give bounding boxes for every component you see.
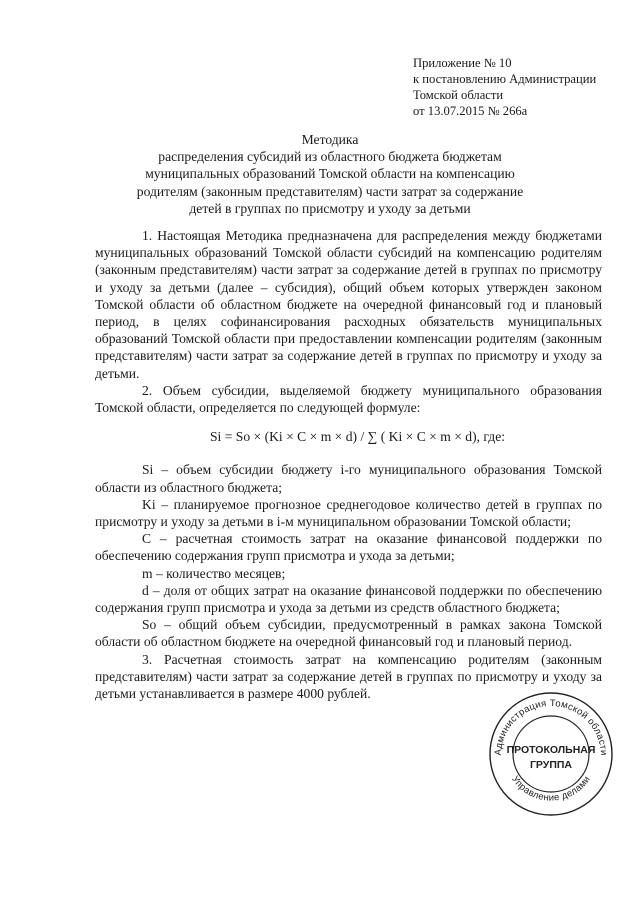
document-body [95, 227, 602, 702]
definition-c: С – расчетная стоимость затрат на оказание финансовой поддержки по обеспечению содержания групп присмотра и ухода за детьми; [95, 531, 602, 564]
definition-m: m – количество месяцев; [142, 565, 286, 581]
paragraph-2: 2. Объем субсидии, выделяемой бюджету муниципального образования Томской области, определяется по следующей формуле: [95, 382, 602, 416]
formula: Si = So × (Ki × C × m × d) / ∑ ( Ki × C × m × d), где: [209, 429, 506, 445]
title-line-2: распределения субсидий из областного бюджета бюджетам [158, 149, 502, 165]
annex-line-3: Томской области [413, 88, 504, 102]
stamp-ring-text: Администрация Томской области [492, 697, 610, 756]
paragraph-1: 1. Настоящая Методика предназначена для распределения между бюджетами муниципальных образований Томской области субсидий на компенсацию родителям (законным представителям) части затрат за содержание детей в группах по присмотру и уходу за детьми (далее – субсидия), общий объем которых утвержден законом Томской области об областном бюджете на очередной финансовый год и плановый период, в целях софинансирования расходных обязательств муниципальных образований Томской области при предоставлении компенсации родителям (законным представителям) части затрат за содержание детей в группах по присмотру и уходу за детьми. [95, 228, 602, 381]
title-line-1: Методика [301, 132, 359, 147]
annex-line-1: Приложение № 10 [413, 56, 512, 70]
title-line-5: детей в группах по присмотру и уходу за детьми [189, 200, 471, 216]
definition-si: Si – объем субсидии бюджету i-го муниципального образования Томской области из областного бюджета; [95, 462, 602, 495]
stamp-ring-bottom-text: Управление делами [509, 774, 593, 804]
stamp-center-line-2: ГРУППА [529, 759, 573, 771]
definition-so: So – общий объем субсидии, предусмотренный в рамках закона Томской области об областном бюджете на очередной финансовый год и плановый период. [95, 617, 602, 650]
definition-d: d – доля от общих затрат на оказание финансовой поддержки по обеспечению содержания групп присмотра и ухода за детьми из средств областного бюджета; [95, 582, 602, 616]
paragraph-3: 3. Расчетная стоимость затрат на компенсацию родителям (законным представителям) части затрат за содержание детей в группах по присмотру и уходу за детьми устанавливается в размере 4000 рублей. [95, 651, 602, 702]
title-line-4: родителям (законным представителям) части затрат за содержание [136, 183, 524, 199]
stamp-center-line-1: ПРОТОКОЛЬНАЯ [506, 744, 596, 756]
annex-line-4: от 13.07.2015 № 266а [413, 104, 528, 118]
annex-header [413, 55, 623, 119]
annex-line-2: к постановлению Администрации [413, 72, 597, 86]
document-title [80, 131, 580, 217]
protocol-group-stamp [487, 690, 615, 818]
definition-ki: Ki – планируемое прогнозное среднегодовое количество детей в группах по присмотру и уходу за детьми в i-м муниципальном образовании Томской области; [95, 496, 602, 530]
title-line-3: муниципальных образований Томской области на компенсацию [145, 166, 515, 182]
